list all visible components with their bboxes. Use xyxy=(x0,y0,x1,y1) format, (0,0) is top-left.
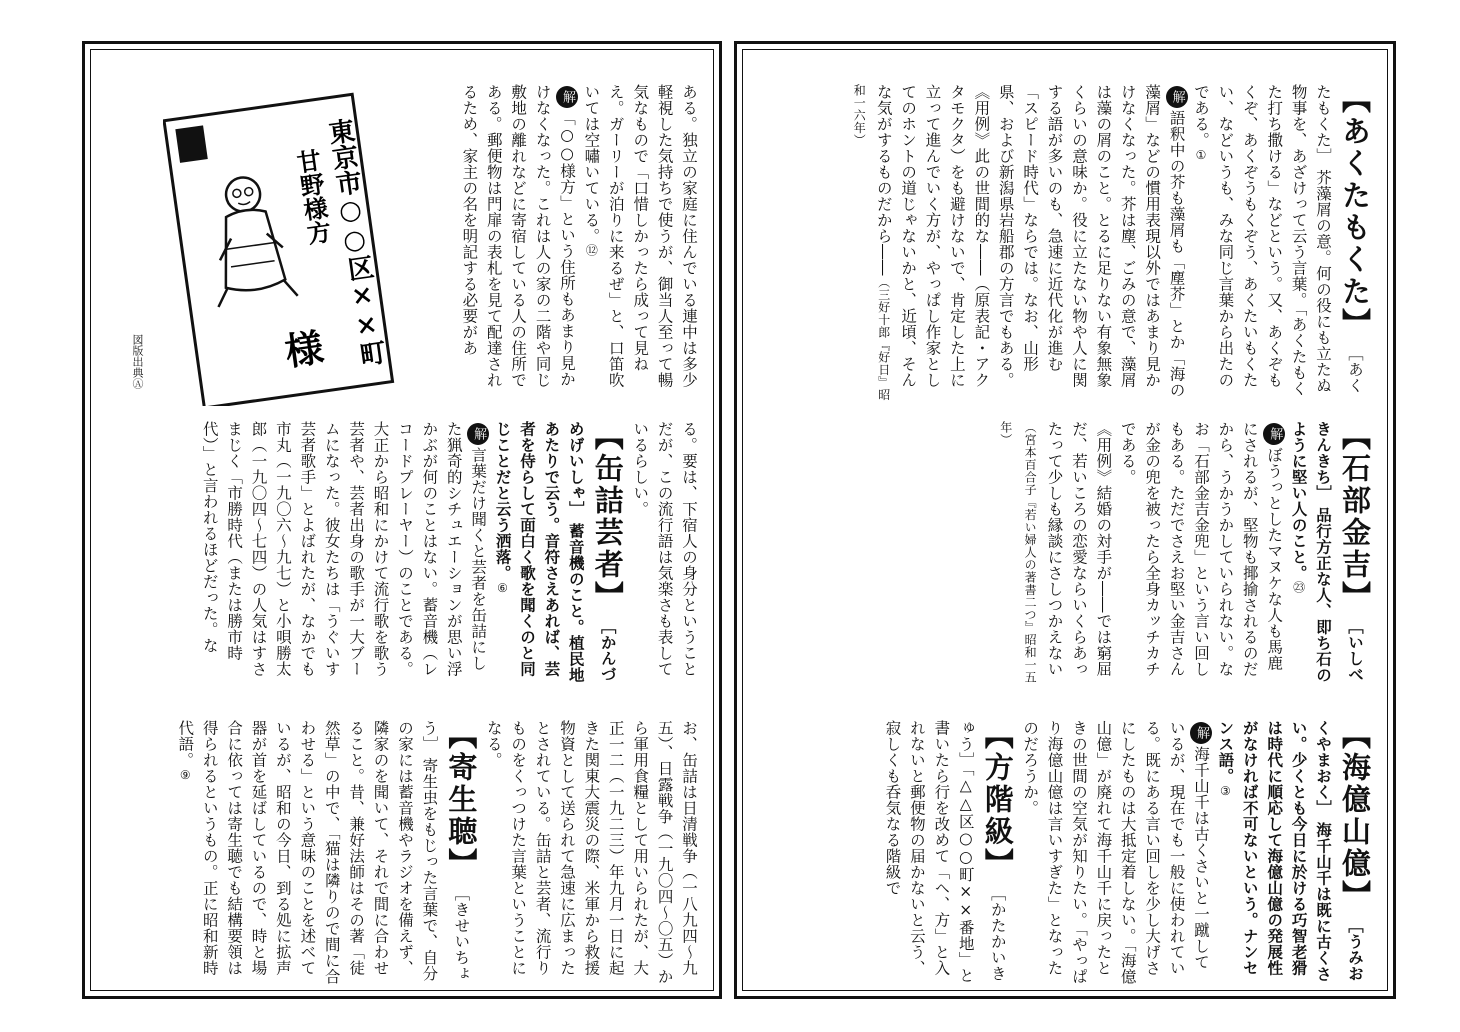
source-number: ⑥ xyxy=(495,581,510,596)
yorei-body: 此の世間的な――（原表記・アクタモクタ）をも避けないで、肯定した上に立って進んでいく方が、やっぱし作家としてのホントの道じゃないかと、近頃、そんな気がするものだから―― xyxy=(874,84,991,388)
figure-caption: 図版出典Ⓐ xyxy=(131,334,144,389)
entry-body: ［うみおくやまおく］ 海千山千は既に古くさい。少くとも今日に於ける巧智老猾は時代に順応して海億山億の発展性がなければ不可ないという。ナンセンス語。 xyxy=(1216,720,1364,982)
kai-body: 言葉だけ聞くと芸者を缶詰にした猟奇的シチュエーションが思い浮かぶが何のことはない。蓄音機（レコードプレーヤー）のことである。大正から昭和にかけて流行歌を歌う芸者や、芸者出身の歌手が一大ブームになった。彼女たちは「うぐいす芸者歌手」とよばれたが、なかでも市丸（一九〇六～九七）と小唄勝太郎（一九〇四～七四）の人気はすさまじく「市勝時代（または勝市時代）」と言われるほどだった。な xyxy=(200,421,488,677)
entry-kanzumegeisha xyxy=(103,421,701,686)
entry-body: ［あくたもくた］ 芥藻屑の意。何の役にも立たぬ物事を、あざけって云う言葉。「あくたもくた打ち撒ける」などという。又、あくぞもくぞ、あくぞうもくぞう、あくたいもくたい、などいうも、みな同じ言葉から出たのである。 xyxy=(1191,84,1364,397)
entry-body: ある。独立の家庭に住んでいる連中は多少軽視した気持ちで使うが、御当人至って暢気なもので「口惜しかったら成って見ねえ。ガーリーが泊りに来るぜ」と、口笛吹いては空嘯いている。 xyxy=(582,84,698,388)
yorei-source: （三好十郎『好日』昭和一六年） xyxy=(852,84,891,401)
source-number: ⑨ xyxy=(178,768,193,783)
entry-body: ［かたかいきゅう］「△△区○○町××番地」と書いたら行を改めて「ヘ、方」と入れないと郵便物の届かないと云う、寂しくも呑気なる階級で xyxy=(883,720,1007,984)
envelope-outline xyxy=(164,94,393,406)
entry-kaiokusanoku xyxy=(755,720,1375,985)
kai-body-continued: お、缶詰は日清戦争（一八九四～九五）、日露戦争（一九〇四～〇五）から軍用食糧として用いられたが、大正一二（一九二三）年九月一日に起きた関東大震災の際、米軍から救援物資として送られて急速に広まったとされている。缶詰と芸者、流行りものをくっつけた言葉ということになる。 xyxy=(484,720,698,985)
stamp-icon xyxy=(175,125,207,163)
kai-mark: 解 xyxy=(1166,86,1188,108)
yorei-label: 《用例》 xyxy=(972,84,991,148)
source-number: ③ xyxy=(1218,784,1233,799)
entry-akutamokuta xyxy=(755,84,1375,402)
kai-mark: 解 xyxy=(467,423,489,445)
headword-ishibekinkichi: 【石部金吉】 xyxy=(1338,421,1372,613)
kai-body-continued: る。要は、下宿人の身分ということだが、この流行語は気楽さも表しているらしい。 xyxy=(631,421,698,677)
headword-kiseichou: 【寄生聴】 xyxy=(444,720,479,880)
yorei-label: 《用例》 xyxy=(1094,421,1113,485)
kai-body: ぼうっとしたマヌケな人も馬鹿にされるが、堅物も揶揄されるのだから、うかうかしていられない。なお「石部金吉金兜」という言い回しもある。ただでさえお堅い金吉さんが金の兜を被ったら全身カッチカチである。 xyxy=(1118,421,1284,677)
kai-mark: 解 xyxy=(1190,722,1212,744)
sama-character: 様 xyxy=(276,326,327,371)
entry-kiseichou xyxy=(103,720,701,985)
entry-body: ［いしべきんきち］ 品行方正な人、即ち石のように堅い人のこと。 xyxy=(1289,421,1364,683)
person-figure-icon xyxy=(201,172,298,307)
kai-body: 「○○様方」という住所もあまり見かけなくなった。これは人の家の二階や同じ敷地の離れなどに寄宿している人の住所である。郵便物は門扉の表札を見て配達されるため、家主の名を明記する必要があ xyxy=(460,84,576,388)
recipient-line: 甘野様方 xyxy=(291,147,334,247)
envelope-illustration xyxy=(163,92,395,406)
entry-hoshoukyuu-continued xyxy=(385,84,701,402)
headword-kanzumegeisha: 【缶詰芸者】 xyxy=(590,421,625,613)
kai-body: 海千山千は古くさいと一蹴しているが、現在でも一般に使われている。既にある言い回しを少し大げさにしたものは大抵定着しない。「海億山億」が廃れて海千山千に戻ったときの世間の空気が知りたい。「やっぱり海億山億は言いすぎた」となったのだろうか。 xyxy=(1021,720,1210,985)
yorei-body: 結婚の対手が――では窮屈だ、若いころの恋愛ならいくらあったって少しも縁談にさしつかえない xyxy=(1045,421,1113,677)
headword-kaiokusanoku: 【海億山億】 xyxy=(1338,720,1372,912)
source-number: ㉓ xyxy=(1291,581,1306,594)
headword-hoshoukyuu: 【方階級】 xyxy=(980,720,1015,880)
kai-mark: 解 xyxy=(556,86,578,108)
address-line: 東京市○○区××町 xyxy=(322,116,388,369)
right-page xyxy=(734,41,1396,999)
source-number: ① xyxy=(1193,148,1208,163)
entry-ishibekinkichi xyxy=(755,421,1375,686)
envelope-shape xyxy=(164,94,393,406)
entry-body: ［かんづめげいしゃ］ 蓄音機のこと。植民地あたりで云う。音符さえあれば、芸者を侍らして面白く歌を聞くのと同じことだと云う洒落。 xyxy=(493,421,617,683)
kai-mark: 解 xyxy=(1263,423,1285,445)
left-page xyxy=(82,41,722,999)
kai-body: 語釈中の芥も藻屑も「塵芥」とか「海の藻屑」などの慣用表現以外ではあまり見かけなくなった。芥は塵、ごみの意で、藻屑は藻の屑のこと。とるに足りない有象無象くらいの意味か。役に立たない物や人に関する語が多いのも、急速に近代化が進む「スピード時代」ならでは。なお、山形県、および新潟県岩船郡の方言でもある。 xyxy=(996,84,1186,398)
source-number: ⑫ xyxy=(584,244,599,257)
yorei-source: （宮本百合子『若い婦人の著書二つ』昭和一五年） xyxy=(998,421,1038,684)
entry-body: ［きせいちょう］ 寄生虫をもじった言葉で、自分の家には蓄音機やラジオを備えず、隣家のを聞いて、それで間に合わせること。昔、兼好法師はその著「徒然草」の中で、「猫は隣りので間に合わせる」という意味のことを述べているが、昭和の今日、到る処に拡声器が首を延ばしているので、時と場合に依っては寄生聴でも結構要領は得られるというもの。正に昭和新時代語。 xyxy=(176,720,471,985)
headword-akutamokuta: 【あくたもくた】 xyxy=(1338,84,1372,340)
